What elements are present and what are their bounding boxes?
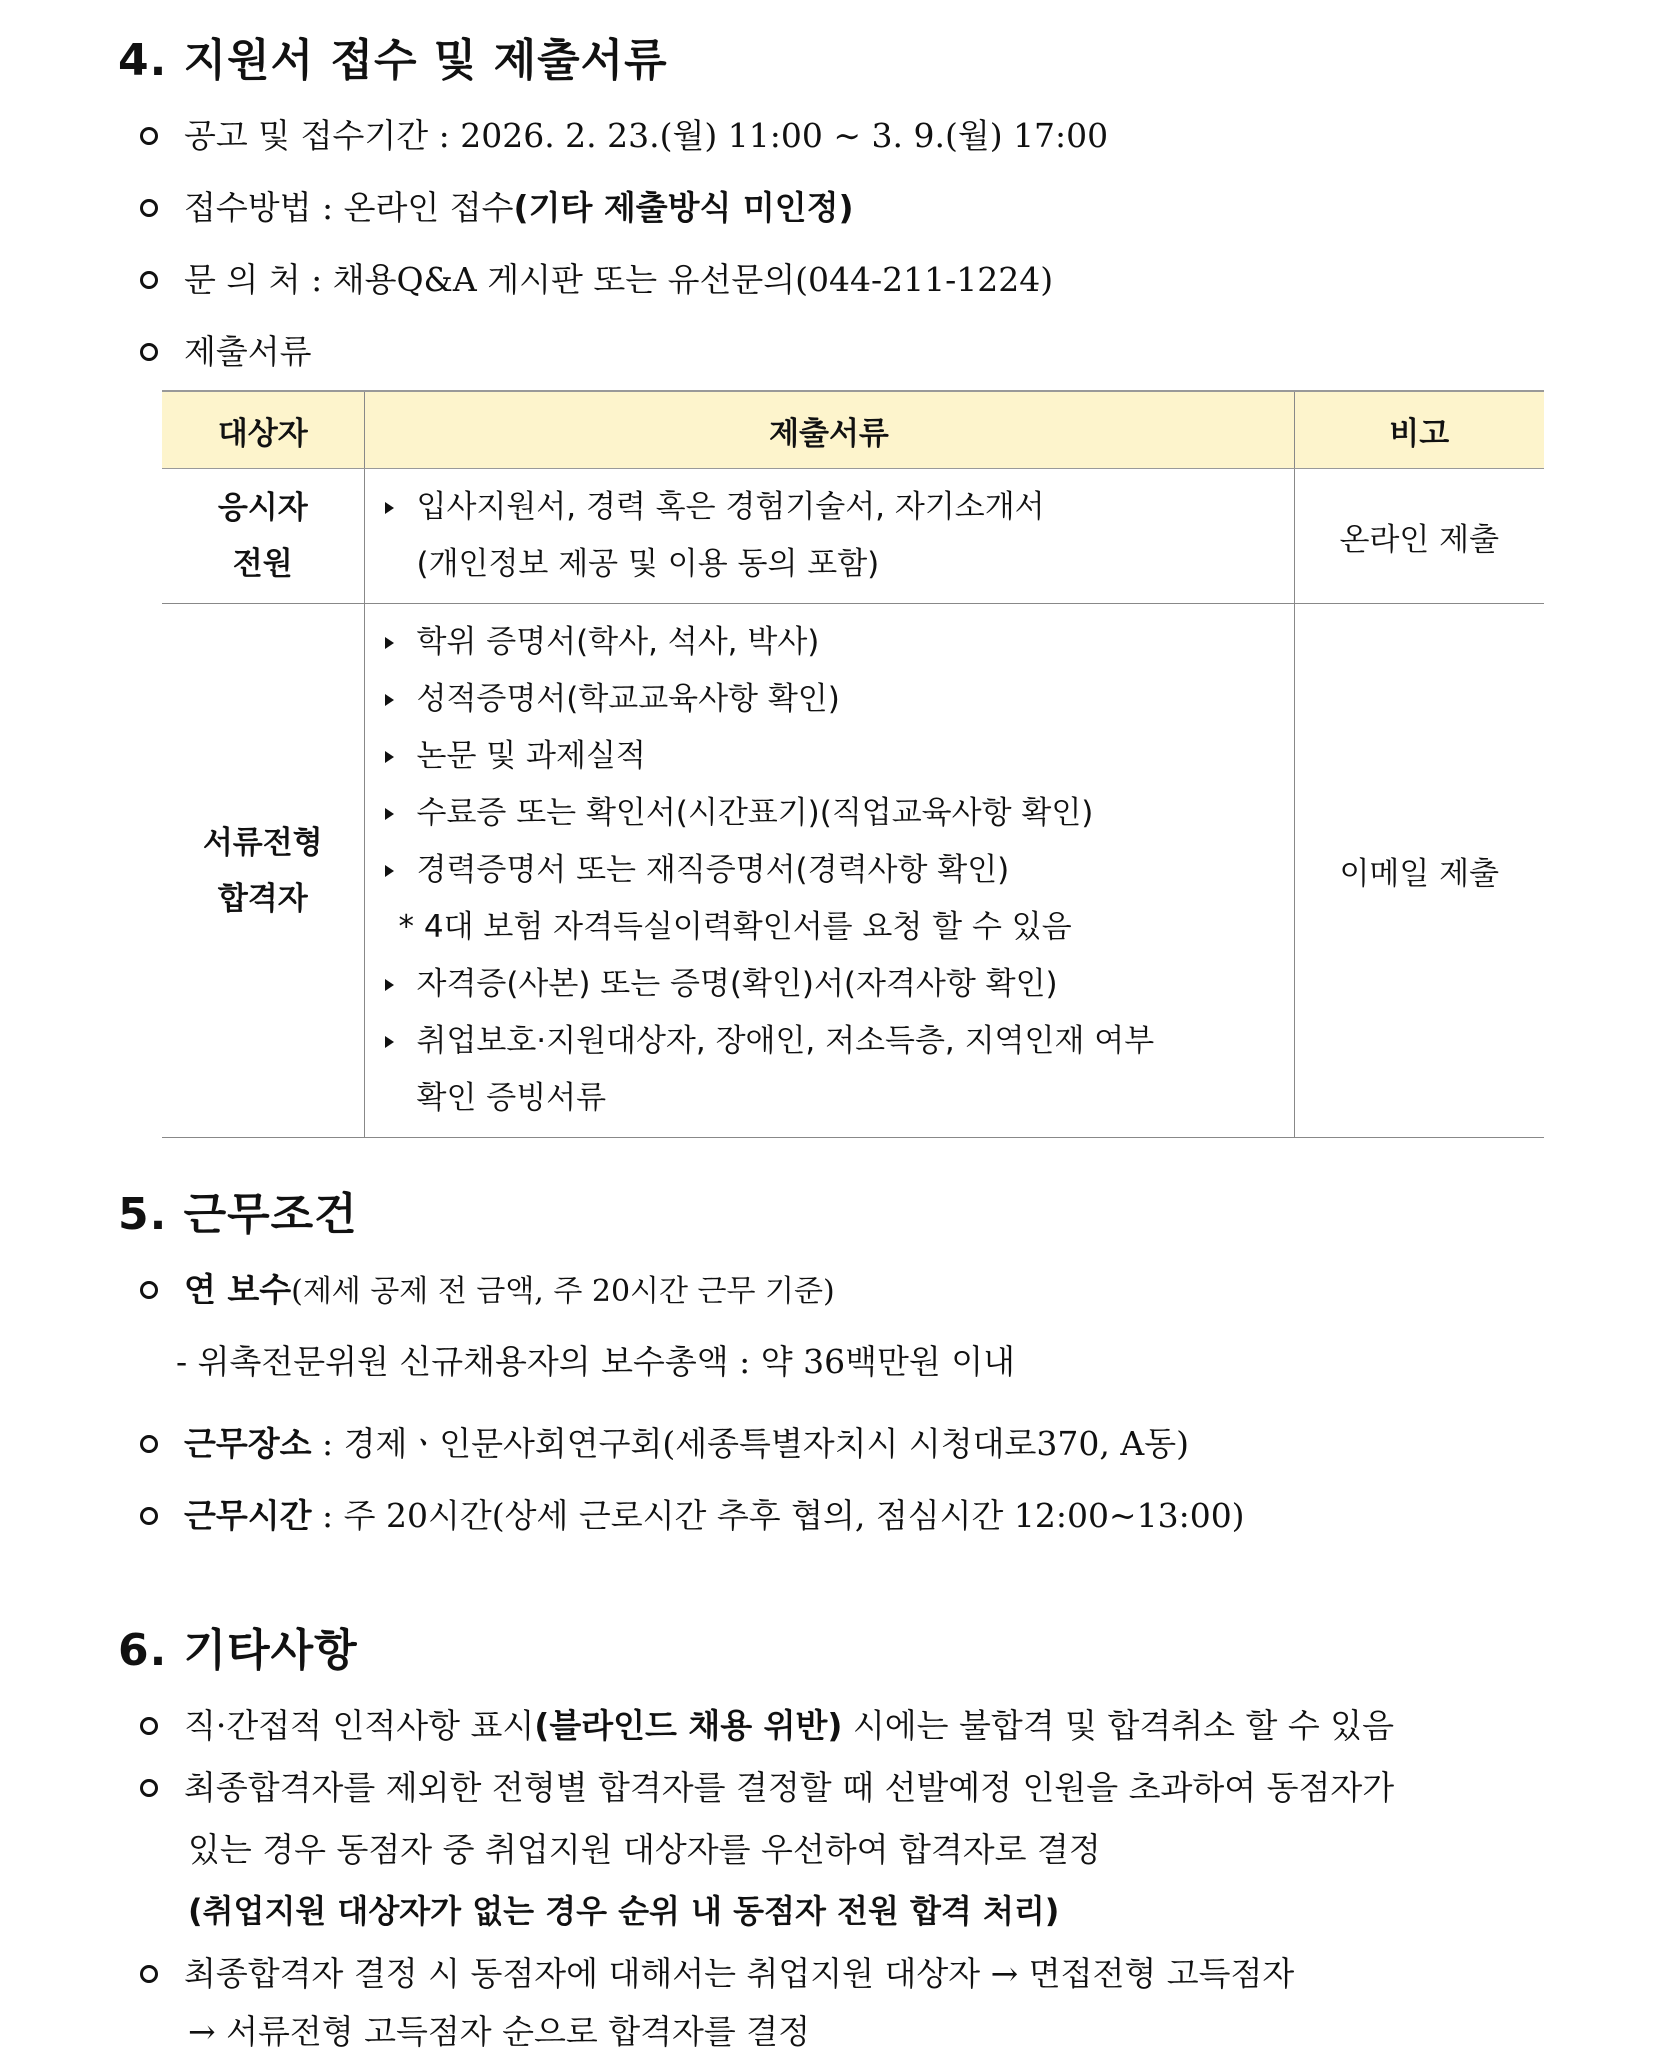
- triangle-bullet-icon: [385, 865, 394, 877]
- triangle-bullet-icon: [385, 808, 394, 820]
- row-note: 이메일 제출: [1294, 604, 1544, 1138]
- triangle-bullet-icon: [385, 637, 394, 649]
- circle-bullet-icon: [140, 1965, 158, 1983]
- list-item: 경력증명서 또는 재직증명서(경력사항 확인): [381, 842, 1278, 899]
- bullet-contact: 문 의 처 : 채용Q&A 게시판 또는 유선문의(044-211-1224): [140, 254, 1053, 301]
- row-target: 서류전형 합격자: [162, 604, 364, 1138]
- table-header-row: [162, 391, 1544, 469]
- section-5-title: 5. 근무조건: [118, 1189, 358, 1240]
- circle-bullet-icon: [140, 1435, 158, 1453]
- header-documents: 제출서류: [364, 391, 1294, 469]
- triangle-bullet-icon: [385, 694, 394, 706]
- bullet-workplace: 근무장소 : 경제ㆍ인문사회연구회(세종특별자치시 시청대로370, A동): [140, 1418, 1189, 1465]
- section-4-title: 4. 지원서 접수 및 제출서류: [118, 35, 668, 86]
- list-item: 성적증명서(학교교육사항 확인): [381, 671, 1278, 728]
- bullet-recruitment-period: 공고 및 접수기간 : 2026. 2. 23.(월) 11:00 ∼ 3. 9.(월) 17:00: [140, 110, 1108, 157]
- row-documents: [364, 604, 1294, 1138]
- row-note: 온라인 제출: [1294, 469, 1544, 604]
- list-item: 학위 증명서(학사, 석사, 박사): [381, 614, 1278, 671]
- section-6-title: 6. 기타사항: [118, 1625, 358, 1676]
- circle-bullet-icon: [140, 199, 158, 217]
- table-row: [162, 469, 1544, 604]
- list-item: 자격증(사본) 또는 증명(확인)서(자격사항 확인): [381, 956, 1278, 1013]
- bullet-work-hours: 근무시간 : 주 20시간(상세 근로시간 추후 협의, 점심시간 12:00~13:00): [140, 1490, 1245, 1537]
- triangle-bullet-icon: [385, 1036, 394, 1048]
- header-target: 대상자: [162, 391, 364, 469]
- circle-bullet-icon: [140, 271, 158, 289]
- bullet-application-method: 접수방법 : 온라인 접수(기타 제출방식 미인정): [140, 182, 854, 229]
- row-target: 응시자 전원: [162, 469, 364, 604]
- header-note: 비고: [1294, 391, 1544, 469]
- circle-bullet-icon: [140, 1507, 158, 1525]
- tie-rule-line-3: (취업지원 대상자가 없는 경우 순위 내 동점자 전원 합격 처리): [188, 1892, 1060, 1930]
- bullet-documents: 제출서류: [140, 326, 312, 373]
- list-item: 논문 및 과제실적: [381, 728, 1278, 785]
- pay-detail: - 위촉전문위원 신규채용자의 보수총액 : 약 36백만원 이내: [176, 1342, 1016, 1381]
- tie-rule-line-2: 있는 경우 동점자 중 취업지원 대상자를 우선하여 합격자로 결정: [188, 1830, 1101, 1869]
- circle-bullet-icon: [140, 1281, 158, 1299]
- circle-bullet-icon: [140, 343, 158, 361]
- triangle-bullet-icon: [385, 502, 394, 514]
- list-note: * 4대 보험 자격득실이력확인서를 요청 할 수 있음: [398, 909, 1072, 945]
- list-item: 수료증 또는 확인서(시간표기)(직업교육사항 확인): [381, 785, 1278, 842]
- table-row: [162, 604, 1544, 1138]
- list-item: 입사지원서, 경력 혹은 경험기술서, 자기소개서 (개인정보 제공 및 이용 동의 포함): [381, 479, 1278, 593]
- documents-table: [162, 390, 1544, 1138]
- triangle-bullet-icon: [385, 751, 394, 763]
- final-tie-rule-line-2: → 서류전형 고득점자 순으로 합격자를 결정: [188, 2012, 811, 2051]
- bullet-tie-rule: 최종합격자를 제외한 전형별 합격자를 결정할 때 선발예정 인원을 초과하여 동점자가: [140, 1762, 1394, 1809]
- bullet-final-tie-rule: 최종합격자 결정 시 동점자에 대해서는 취업지원 대상자 → 면접전형 고득점자: [140, 1948, 1294, 1995]
- circle-bullet-icon: [140, 1717, 158, 1735]
- triangle-bullet-icon: [385, 979, 394, 991]
- circle-bullet-icon: [140, 127, 158, 145]
- bullet-annual-pay: 연 보수(제세 공제 전 금액, 주 20시간 근무 기준): [140, 1264, 835, 1311]
- row-documents: [364, 469, 1294, 604]
- list-item: 취업보호·지원대상자, 장애인, 저소득층, 지역인재 여부 확인 증빙서류: [381, 1013, 1278, 1127]
- circle-bullet-icon: [140, 1779, 158, 1797]
- bullet-blind-hiring: 직·간접적 인적사항 표시(블라인드 채용 위반) 시에는 불합격 및 합격취소 할 수 있음: [140, 1700, 1394, 1747]
